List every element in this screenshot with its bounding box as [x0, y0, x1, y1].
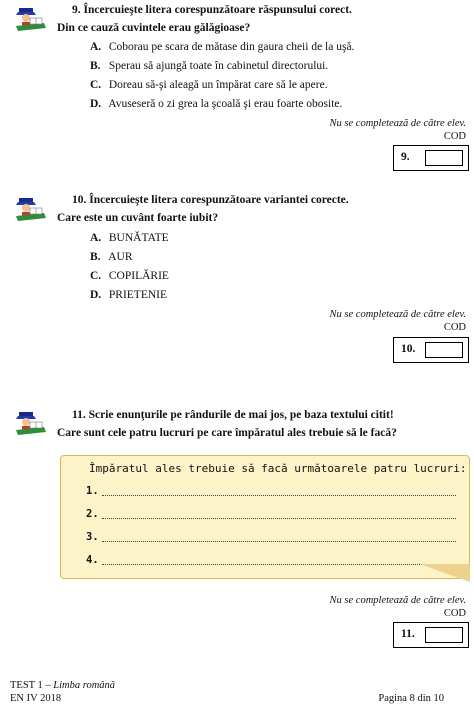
cod-input-box	[425, 627, 463, 643]
option-9a[interactable]	[90, 41, 354, 53]
line-number: 4.	[86, 554, 99, 566]
option-10c[interactable]	[90, 270, 169, 282]
question-10-instruction: 10. Încercuieşte litera corespunzătoare variantei corecte.	[72, 194, 349, 206]
option-letter: B.	[90, 60, 101, 72]
grader-note: Nu se completează de către elev.	[329, 118, 466, 129]
option-10a[interactable]	[90, 232, 169, 244]
footer-subject: Limba română	[53, 680, 116, 691]
line-number: 3.	[86, 531, 99, 543]
option-letter: C.	[90, 270, 102, 282]
cod-label: COD	[443, 608, 466, 619]
cod-label: COD	[443, 131, 466, 142]
answer-card-heading: Împăratul ales trebuie să facă următoarele patru lucruri:	[89, 462, 467, 475]
option-9d[interactable]	[90, 98, 342, 110]
answer-line-4[interactable]	[86, 554, 456, 568]
option-10d[interactable]	[90, 289, 167, 301]
option-text: BUNĂTATE	[108, 232, 169, 244]
option-letter: A.	[90, 232, 102, 244]
option-10b[interactable]	[90, 251, 133, 263]
option-text: PRIETENIE	[108, 289, 168, 301]
question-10-text: Care este un cuvânt foarte iubit?	[57, 212, 219, 224]
cod-box-number: 9.	[401, 151, 410, 163]
option-letter: A.	[90, 41, 102, 53]
student-at-desk-icon	[14, 410, 48, 438]
dotted-line	[102, 564, 456, 565]
answer-line-1[interactable]	[86, 485, 456, 499]
student-at-desk-icon	[14, 196, 48, 224]
question-11-instruction: 11. Scrie enunţurile pe rândurile de mai jos, pe baza textului citit!	[72, 409, 394, 421]
cod-box-11	[393, 622, 469, 648]
dotted-line	[102, 518, 456, 519]
footer-test-label	[10, 680, 115, 691]
option-text: Coborau pe scara de mătase din gaura cheii de la uşă.	[108, 41, 355, 53]
cod-box-number: 11.	[401, 628, 415, 640]
cod-box-9	[393, 145, 469, 171]
grader-note: Nu se completează de către elev.	[329, 309, 466, 320]
cod-input-box	[425, 150, 463, 166]
option-9b[interactable]	[90, 60, 328, 72]
option-text: Doreau să-şi aleagă un împărat care să le apere.	[108, 79, 328, 91]
student-at-desk-icon	[14, 6, 48, 34]
option-letter: D.	[90, 289, 102, 301]
option-text: COPILĂRIE	[108, 270, 169, 282]
footer-edition: EN IV 2018	[10, 693, 62, 704]
option-text: AUR	[108, 251, 133, 263]
answer-line-2[interactable]	[86, 508, 456, 522]
grader-note: Nu se completează de către elev.	[329, 595, 466, 606]
page-curl-decoration	[420, 564, 470, 582]
answer-card	[60, 455, 470, 579]
line-number: 1.	[86, 485, 99, 497]
cod-box-number: 10.	[401, 343, 416, 355]
cod-label: COD	[443, 322, 466, 333]
option-text: Sperau să ajungă toate în cabinetul directorului.	[108, 60, 329, 72]
option-9c[interactable]	[90, 79, 328, 91]
question-9-text: Din ce cauză cuvintele erau gălăgioase?	[57, 22, 251, 34]
footer-test: TEST 1 –	[10, 680, 54, 691]
answer-line-3[interactable]	[86, 531, 456, 545]
option-text: Avuseseră o zi grea la şcoală şi erau foarte obosite.	[108, 98, 343, 110]
question-11-text: Care sunt cele patru lucruri pe care împăratul ales trebuie să le facă?	[57, 427, 397, 439]
option-letter: D.	[90, 98, 102, 110]
cod-box-10	[393, 337, 469, 363]
line-number: 2.	[86, 508, 99, 520]
question-9-instruction: 9. Încercuieşte litera corespunzătoare răspunsului corect.	[72, 4, 352, 16]
cod-input-box	[425, 342, 463, 358]
footer-page-number: Pagina 8 din 10	[378, 693, 444, 704]
dotted-line	[102, 495, 456, 496]
option-letter: B.	[90, 251, 101, 263]
option-letter: C.	[90, 79, 102, 91]
dotted-line	[102, 541, 456, 542]
